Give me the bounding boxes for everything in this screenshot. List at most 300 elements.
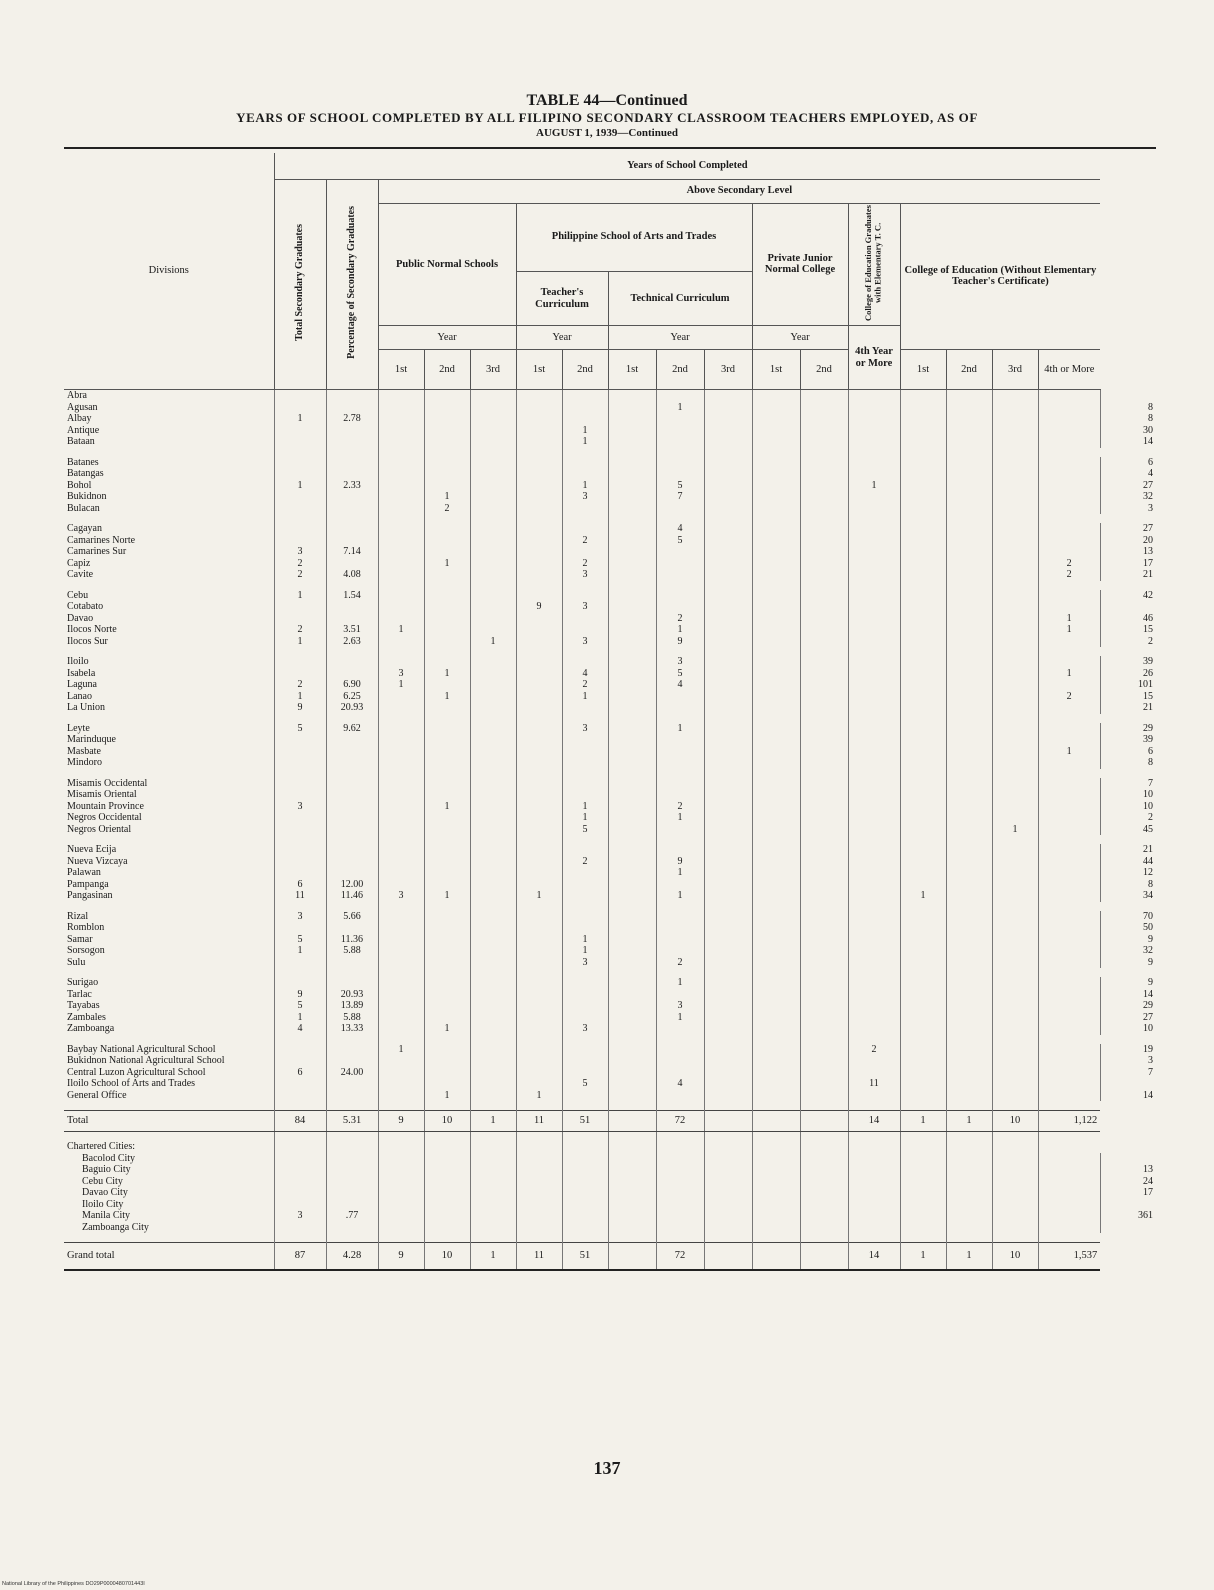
table-cell <box>656 590 704 602</box>
table-cell <box>378 824 424 836</box>
table-row <box>64 590 1156 602</box>
table-cell <box>470 436 516 448</box>
table-cell: 4 <box>274 1023 326 1035</box>
spacer-cell <box>470 1132 516 1142</box>
table-cell <box>800 977 848 989</box>
table-cell <box>800 569 848 581</box>
table-cell <box>704 1078 752 1090</box>
table-cell <box>946 734 992 746</box>
table-cell: 3 <box>656 1000 704 1012</box>
total-row <box>64 1111 1156 1132</box>
division-name: Bohol <box>67 479 92 491</box>
table-cell <box>704 480 752 492</box>
table-cell <box>800 436 848 448</box>
table-cell <box>1038 957 1100 969</box>
table-cell: 20.93 <box>326 989 378 1001</box>
table-cell <box>608 390 656 402</box>
table-cell <box>800 413 848 425</box>
table-cell <box>752 801 800 813</box>
table-cell <box>992 911 1038 923</box>
spacer-cell <box>516 769 562 778</box>
table-cell <box>1038 723 1100 735</box>
table-cell: 9 <box>378 1243 424 1271</box>
table-cell <box>752 922 800 934</box>
table-cell <box>900 856 946 868</box>
table-cell <box>378 569 424 581</box>
table-cell <box>274 746 326 758</box>
table-cell <box>1038 1012 1100 1024</box>
table-cell <box>946 1153 992 1165</box>
table-cell <box>656 879 704 891</box>
table-cell <box>946 746 992 758</box>
table-row <box>64 1199 1156 1211</box>
table-cell <box>470 691 516 703</box>
table-cell <box>1100 1199 1156 1211</box>
division-name: Leyte <box>67 722 90 734</box>
table-cell <box>752 425 800 437</box>
table-cell <box>946 1000 992 1012</box>
spacer-cell <box>326 835 378 844</box>
table-cell <box>562 702 608 714</box>
table-cell <box>1038 856 1100 868</box>
table-cell: 3 <box>378 890 424 902</box>
table-cell <box>946 491 992 503</box>
table-cell <box>516 1222 562 1234</box>
spacer-cell <box>992 968 1038 977</box>
table-cell <box>752 1023 800 1035</box>
spacer-cell <box>608 448 656 457</box>
table-cell <box>424 402 470 414</box>
table-cell <box>608 1023 656 1035</box>
table-cell: 10 <box>1100 801 1156 813</box>
spacer-row <box>64 1101 1156 1111</box>
table-cell <box>800 668 848 680</box>
table-cell: 1 <box>424 668 470 680</box>
table-cell <box>992 390 1038 402</box>
col-1st: 1st <box>608 350 656 390</box>
year-header-pns: Year <box>378 326 516 350</box>
table-cell <box>470 867 516 879</box>
table-header <box>64 153 1156 390</box>
table-cell <box>704 856 752 868</box>
table-cell: 2 <box>656 957 704 969</box>
table-cell <box>378 867 424 879</box>
table-cell <box>704 1187 752 1199</box>
spacer-cell <box>848 835 900 844</box>
table-cell <box>378 413 424 425</box>
spacer-row <box>64 769 1156 778</box>
table-cell <box>424 1141 470 1153</box>
division-name: Lanao <box>67 690 92 702</box>
table-cell <box>900 934 946 946</box>
spacer-cell <box>424 448 470 457</box>
table-cell <box>946 801 992 813</box>
table-cell <box>992 590 1038 602</box>
table-cell <box>608 523 656 535</box>
spacer-cell <box>64 1101 274 1111</box>
table-row <box>64 457 1156 469</box>
table-cell <box>470 425 516 437</box>
table-cell: 5.31 <box>326 1111 378 1132</box>
table-cell <box>608 734 656 746</box>
table-cell: 2 <box>562 679 608 691</box>
spacer-cell <box>900 448 946 457</box>
spacer-cell <box>848 769 900 778</box>
table-cell <box>848 558 900 570</box>
spacer-cell <box>378 1132 424 1142</box>
table-cell <box>562 1164 608 1176</box>
grand-total-row <box>64 1243 1156 1271</box>
spacer-cell <box>1038 581 1100 590</box>
spacer-cell <box>900 1132 946 1142</box>
table-cell <box>608 1012 656 1024</box>
table-cell <box>704 691 752 703</box>
table-cell: 4 <box>656 679 704 691</box>
table-cell <box>800 801 848 813</box>
table-cell <box>704 1023 752 1035</box>
spacer-cell <box>656 1132 704 1142</box>
table-cell <box>608 812 656 824</box>
spacer-cell <box>470 968 516 977</box>
table-cell <box>992 746 1038 758</box>
table-cell: 1 <box>424 890 470 902</box>
table-cell <box>656 1055 704 1067</box>
table-cell <box>900 491 946 503</box>
division-name: Marinduque <box>67 734 116 746</box>
division-name: Sulu <box>67 956 86 968</box>
table-cell <box>378 656 424 668</box>
table-cell <box>1038 1164 1100 1176</box>
spacer-cell <box>992 1101 1038 1111</box>
table-cell <box>378 491 424 503</box>
table-cell: 1 <box>1038 668 1100 680</box>
division-name: Capiz <box>67 557 91 569</box>
table-cell: 3 <box>656 656 704 668</box>
table-cell <box>704 734 752 746</box>
table-cell: 1 <box>656 402 704 414</box>
col-2nd: 2nd <box>656 350 704 390</box>
spacer-cell <box>562 514 608 523</box>
table-cell: 2 <box>1100 636 1156 648</box>
division-name: Zamboanga City <box>82 1221 149 1233</box>
table-cell: 10 <box>424 1111 470 1132</box>
spacer-cell <box>470 581 516 590</box>
spacer-cell <box>470 1101 516 1111</box>
table-cell <box>992 1141 1038 1153</box>
spacer-row <box>64 714 1156 723</box>
table-cell <box>378 812 424 824</box>
table-cell <box>946 1012 992 1024</box>
table-cell <box>470 757 516 769</box>
table-cell <box>704 679 752 691</box>
table-cell <box>946 1078 992 1090</box>
table-cell <box>424 824 470 836</box>
table-cell: 5 <box>656 535 704 547</box>
table-cell <box>1038 1067 1100 1079</box>
division-name: Batanes <box>67 456 99 468</box>
table-cell: 1 <box>562 812 608 824</box>
table-cell <box>562 523 608 535</box>
spacer-cell <box>992 647 1038 656</box>
spacer-cell <box>992 1233 1038 1243</box>
table-cell <box>752 1111 800 1132</box>
table-cell <box>992 757 1038 769</box>
spacer-cell <box>274 1132 326 1142</box>
table-cell <box>900 413 946 425</box>
table-cell <box>424 723 470 735</box>
table-cell <box>704 402 752 414</box>
table-cell <box>1038 590 1100 602</box>
table-cell <box>900 723 946 735</box>
table-cell <box>424 624 470 636</box>
col-4th-more: 4th or More <box>1038 350 1100 390</box>
table-cell <box>752 856 800 868</box>
spacer-cell <box>326 448 378 457</box>
table-cell <box>470 1164 516 1176</box>
table-cell: 26 <box>1100 668 1156 680</box>
table-cell <box>704 1090 752 1102</box>
table-cell <box>1038 636 1100 648</box>
table-cell: 6 <box>1100 457 1156 469</box>
table-cell <box>992 867 1038 879</box>
spacer-cell <box>562 714 608 723</box>
table-cell <box>656 778 704 790</box>
table-cell: 3 <box>562 636 608 648</box>
division-name: Rizal <box>67 910 89 922</box>
table-cell <box>516 1067 562 1079</box>
table-cell <box>656 1199 704 1211</box>
table-cell <box>326 613 378 625</box>
table-cell <box>562 922 608 934</box>
table-cell <box>946 546 992 558</box>
table-cell: 1 <box>274 636 326 648</box>
table-cell <box>900 1012 946 1024</box>
table-cell <box>656 1187 704 1199</box>
table-cell <box>900 457 946 469</box>
table-cell <box>946 656 992 668</box>
spacer-cell <box>704 448 752 457</box>
table-cell <box>900 1078 946 1090</box>
table-cell <box>946 601 992 613</box>
table-cell: 1 <box>274 480 326 492</box>
table-cell: 51 <box>562 1243 608 1271</box>
spacer-cell <box>64 835 274 844</box>
table-cell: 51 <box>562 1111 608 1132</box>
table-cell <box>900 1164 946 1176</box>
table-cell: 2 <box>1100 812 1156 824</box>
table-cell: 1 <box>900 890 946 902</box>
spacer-cell <box>378 769 424 778</box>
table-row <box>64 922 1156 934</box>
table-cell: 8 <box>1100 757 1156 769</box>
table-cell <box>562 1044 608 1056</box>
spacer-cell <box>378 714 424 723</box>
table-cell <box>608 624 656 636</box>
table-cell <box>274 1164 326 1176</box>
table-cell: 6.90 <box>326 679 378 691</box>
table-cell <box>900 824 946 836</box>
table-cell <box>424 590 470 602</box>
table-cell <box>608 1078 656 1090</box>
top-rule <box>64 147 1156 149</box>
table-cell <box>992 491 1038 503</box>
table-cell <box>704 867 752 879</box>
table-cell <box>424 746 470 758</box>
table-cell <box>752 668 800 680</box>
spacer-cell <box>516 647 562 656</box>
table-cell <box>946 468 992 480</box>
spacer-cell <box>326 714 378 723</box>
table-cell <box>562 413 608 425</box>
table-cell <box>946 1067 992 1079</box>
table-cell <box>704 468 752 480</box>
division-name: Zamboanga <box>67 1023 115 1035</box>
spacer-cell <box>516 1101 562 1111</box>
table-cell <box>608 957 656 969</box>
table-cell <box>608 480 656 492</box>
table-cell <box>424 734 470 746</box>
table-cell: 6 <box>274 1067 326 1079</box>
table-cell <box>1038 945 1100 957</box>
table-cell: 1 <box>946 1111 992 1132</box>
table-cell <box>470 413 516 425</box>
table-cell <box>424 1164 470 1176</box>
spacer-cell <box>800 1035 848 1044</box>
table-cell: 1 <box>470 636 516 648</box>
spacer-cell <box>946 902 992 911</box>
table-cell <box>516 1210 562 1222</box>
table-cell <box>562 1199 608 1211</box>
table-cell <box>752 679 800 691</box>
table-cell: 11 <box>516 1243 562 1271</box>
spacer-cell <box>608 714 656 723</box>
table-cell <box>848 977 900 989</box>
table-cell <box>900 480 946 492</box>
table-row <box>64 491 1156 503</box>
table-cell: 8 <box>1100 879 1156 891</box>
table-cell <box>274 1141 326 1153</box>
table-cell: 2 <box>656 613 704 625</box>
table-cell <box>900 989 946 1001</box>
table-cell <box>274 503 326 515</box>
spacer-cell <box>470 448 516 457</box>
spacer-cell <box>946 1035 992 1044</box>
spacer-cell <box>848 581 900 590</box>
table-cell <box>992 989 1038 1001</box>
table-cell <box>274 1044 326 1056</box>
table-cell <box>704 569 752 581</box>
division-name: Bacolod City <box>82 1152 136 1164</box>
table-cell <box>752 812 800 824</box>
table-cell <box>424 844 470 856</box>
table-cell <box>378 977 424 989</box>
table-cell: 3 <box>274 911 326 923</box>
table-cell <box>656 945 704 957</box>
table-cell <box>992 1023 1038 1035</box>
percentage-graduates-header: Percentage of Secondary Graduates <box>326 179 378 390</box>
table-cell <box>848 569 900 581</box>
table-cell <box>424 569 470 581</box>
spacer-row <box>64 1233 1156 1243</box>
table-cell <box>848 523 900 535</box>
division-name: Iloilo School of Arts and Trades <box>67 1078 196 1090</box>
table-cell: .77 <box>326 1210 378 1222</box>
table-cell: 14 <box>848 1243 900 1271</box>
table-cell <box>848 812 900 824</box>
table-cell <box>752 535 800 547</box>
spacer-cell <box>274 769 326 778</box>
table-row <box>64 523 1156 535</box>
table-cell: 3 <box>562 569 608 581</box>
table-cell: 84 <box>274 1111 326 1132</box>
spacer-cell <box>64 902 274 911</box>
table-cell: 11.46 <box>326 890 378 902</box>
table-cell: 46 <box>1100 613 1156 625</box>
table-cell <box>800 679 848 691</box>
table-cell <box>900 679 946 691</box>
division-name: Negros Oriental <box>67 823 132 835</box>
spacer-cell <box>992 769 1038 778</box>
table-cell <box>562 989 608 1001</box>
table-cell <box>516 1023 562 1035</box>
table-cell <box>470 656 516 668</box>
table-cell <box>946 812 992 824</box>
table-cell <box>378 425 424 437</box>
table-cell <box>800 1199 848 1211</box>
spacer-cell <box>424 581 470 590</box>
table-cell <box>274 1199 326 1211</box>
table-cell <box>900 879 946 891</box>
spacer-cell <box>800 835 848 844</box>
table-cell <box>608 1044 656 1056</box>
table-cell <box>848 390 900 402</box>
table-row <box>64 723 1156 735</box>
table-cell <box>326 1153 378 1165</box>
spacer-cell <box>424 902 470 911</box>
table-cell <box>378 1164 424 1176</box>
table-cell <box>516 879 562 891</box>
table-cell <box>752 1141 800 1153</box>
table-cell <box>656 390 704 402</box>
spacer-cell <box>326 1035 378 1044</box>
spacer-cell <box>516 714 562 723</box>
spacer-cell <box>470 1233 516 1243</box>
table-cell <box>992 1078 1038 1090</box>
table-cell <box>752 1164 800 1176</box>
spacer-cell <box>516 1233 562 1243</box>
table-cell: 1 <box>516 1090 562 1102</box>
table-cell: 2 <box>1038 691 1100 703</box>
table-cell <box>470 1090 516 1102</box>
table-cell <box>326 856 378 868</box>
spacer-cell <box>800 581 848 590</box>
table-cell <box>326 656 378 668</box>
table-cell <box>800 425 848 437</box>
year-header-technical: Year <box>608 326 752 350</box>
table-cell <box>470 957 516 969</box>
table-cell <box>848 723 900 735</box>
table-row <box>64 668 1156 680</box>
table-cell <box>992 402 1038 414</box>
table-cell: 3 <box>562 601 608 613</box>
table-cell <box>1038 402 1100 414</box>
table-cell <box>274 535 326 547</box>
table-cell <box>704 436 752 448</box>
table-cell <box>848 1141 900 1153</box>
col-2nd: 2nd <box>424 350 470 390</box>
table-cell <box>608 801 656 813</box>
col-1st: 1st <box>752 350 800 390</box>
